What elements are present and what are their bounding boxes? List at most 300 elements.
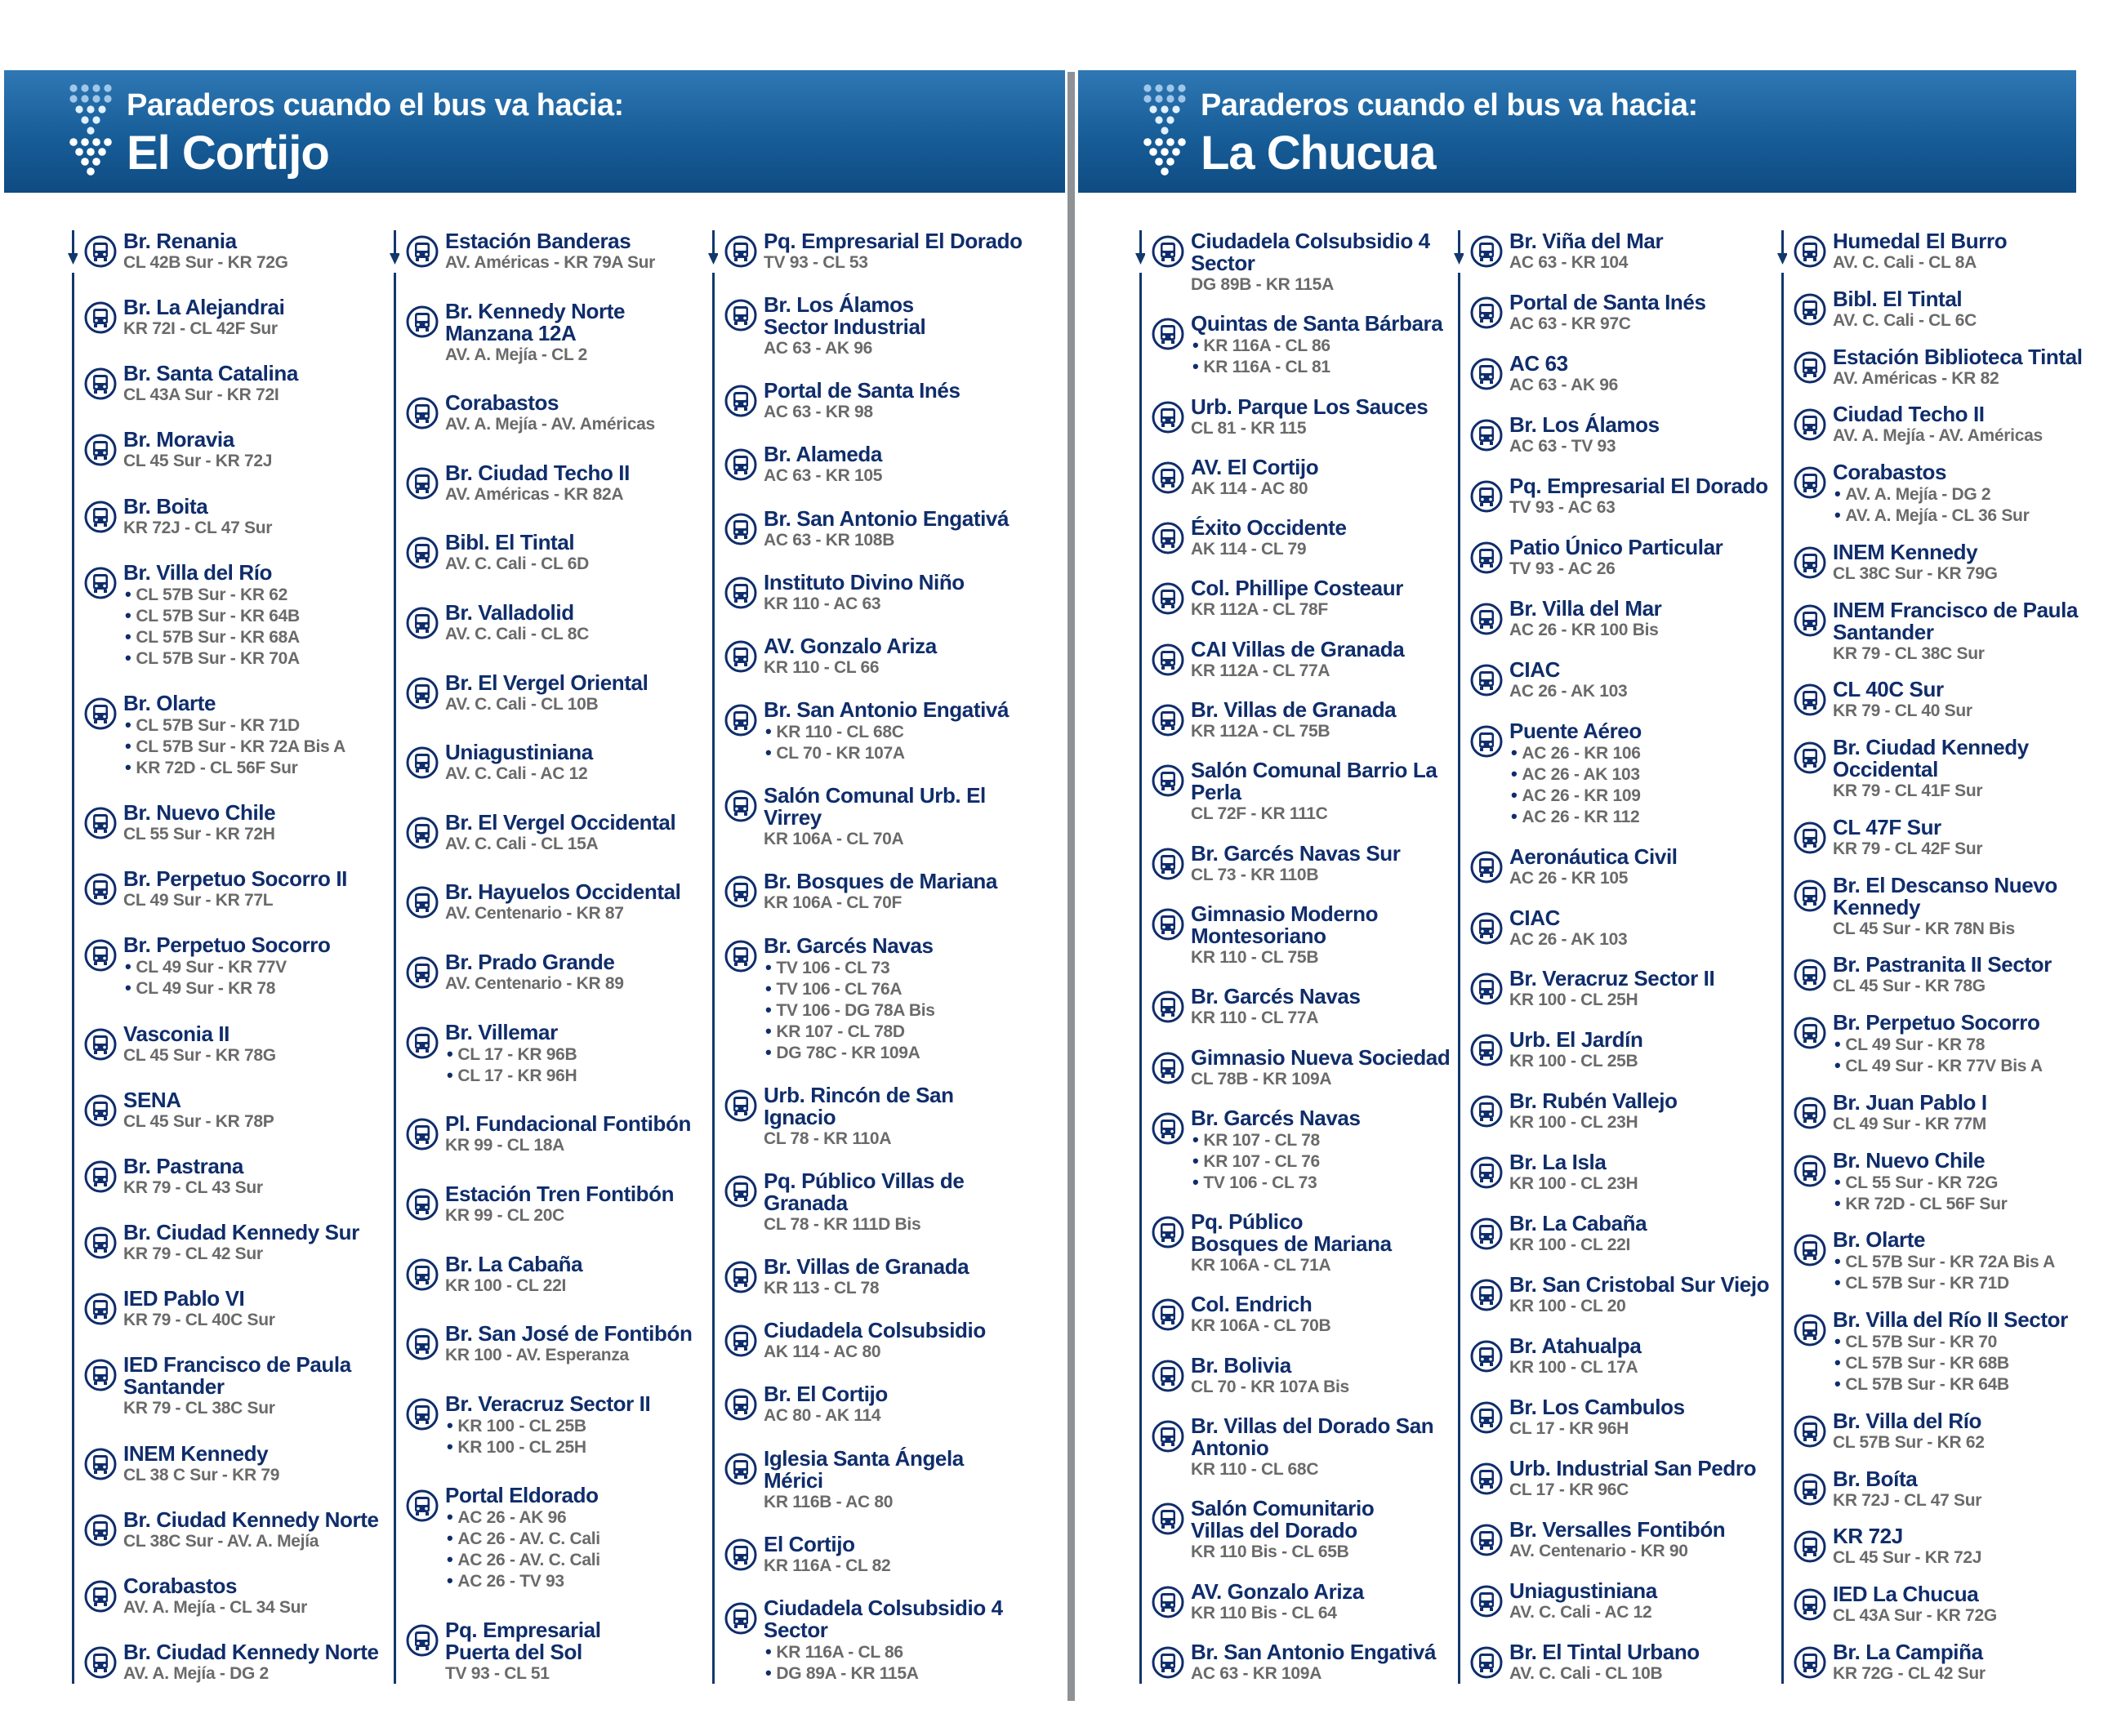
bus-stop <box>1470 968 1772 1010</box>
stop-name: Br. El Cortijo <box>764 1382 888 1407</box>
stop-address: KR 72J - CL 47 Sur <box>1833 1490 1982 1510</box>
direction-arrow-icon <box>1135 230 1145 265</box>
stop-address: TV 93 - CL 51 <box>445 1663 550 1683</box>
bus-stop <box>1152 840 1454 885</box>
bus-stop-icon <box>406 1328 439 1360</box>
bus-stop <box>406 951 708 994</box>
stop-address: KR 100 - CL 22I <box>1509 1235 1631 1255</box>
stop-address: KR 100 - CL 25B <box>1509 1052 1638 1071</box>
stop-address: DG 89B - KR 115A <box>1191 275 1334 294</box>
stop-address: AV. A. Mejía - AV. Américas <box>1833 426 2043 446</box>
stop-address: KR 110 - CL 66 <box>764 657 880 677</box>
bus-stop-icon <box>84 807 117 839</box>
bus-stop <box>1470 1641 1772 1684</box>
stop-name: Pq. Público Villas de <box>764 1168 965 1193</box>
stop-name: Br. Los Cambulos <box>1509 1395 1685 1420</box>
bus-stop <box>1794 737 2096 801</box>
stop-name: Patio Único Particular <box>1509 534 1723 559</box>
bus-stop-icon <box>406 467 439 500</box>
stop-address: AC 63 - TV 93 <box>1509 436 1616 456</box>
stop-address: KR 113 - CL 78 <box>764 1279 880 1298</box>
bus-stop-icon <box>1470 480 1503 513</box>
bus-stop-icon <box>1152 990 1184 1023</box>
stop-address: CL 17 - KR 96C <box>1509 1480 1629 1500</box>
stop-name: Br. Ciudad Kennedy Norte <box>123 1507 379 1532</box>
bus-stop-icon <box>84 1160 117 1193</box>
bus-stop-icon <box>1470 419 1503 452</box>
stop-address: AC 63 - KR 109A <box>1191 1663 1322 1683</box>
bus-stop-icon <box>84 1646 117 1679</box>
bus-stop-icon <box>724 875 757 908</box>
stop-name: IED Francisco de Paula <box>123 1352 351 1378</box>
bus-stop <box>1794 403 2096 446</box>
bus-stop-icon <box>1794 1646 1826 1679</box>
bus-stop <box>84 692 386 778</box>
bus-stop <box>1152 517 1454 559</box>
bus-stop <box>1470 350 1772 395</box>
bus-stop-icon <box>724 235 757 268</box>
bus-stop-icon <box>1470 541 1503 574</box>
stop-address-bullet: • TV 106 - CL 73 <box>764 957 1027 978</box>
bus-stop <box>84 1089 386 1132</box>
bus-stop <box>84 1023 386 1066</box>
bus-stop <box>84 1155 386 1198</box>
stop-name: Salón Comunal Barrio La <box>1191 758 1437 783</box>
bus-stop-icon <box>1794 1314 1826 1347</box>
direction-arrow-icon <box>390 230 399 265</box>
bus-stop-icon <box>1470 1462 1503 1495</box>
bus-stop-icon <box>1470 664 1503 697</box>
bus-stop <box>84 1641 386 1684</box>
bus-stop-icon <box>406 677 439 710</box>
direction-arrow-icon <box>1454 230 1464 265</box>
stop-name: Br. Villas del Dorado San <box>1191 1413 1434 1439</box>
bus-stop-icon <box>84 434 117 466</box>
stop-name: Corabastos <box>1833 460 1947 484</box>
stop-address: TV 93 - CL 53 <box>764 253 868 272</box>
bus-stop-icon <box>1152 235 1184 268</box>
bus-stop-icon <box>84 501 117 533</box>
route-line <box>394 273 396 1684</box>
bus-stop-icon <box>84 1226 117 1259</box>
stop-name: Br. Garcés Navas <box>1191 1105 1361 1130</box>
stop-name: CL 47F Sur <box>1833 814 1941 839</box>
bus-stop-icon <box>1470 1585 1503 1618</box>
bus-stop-icon <box>1470 912 1503 945</box>
bus-stop-icon <box>1794 1473 1826 1506</box>
bus-stop-icon <box>1152 643 1184 676</box>
stop-address: AK 114 - AC 80 <box>1191 479 1308 498</box>
bus-stop-icon <box>1794 1017 1826 1049</box>
bus-stop <box>406 300 708 365</box>
stop-address-bullet: • AC 26 - TV 93 <box>445 1570 708 1591</box>
stop-name: Br. Villemar <box>445 1019 558 1044</box>
bus-stop <box>406 741 708 784</box>
bus-stop <box>1152 1293 1454 1336</box>
stop-name: Br. San Antonio Engativá <box>1191 1639 1437 1664</box>
stop-name: Santander <box>123 1374 225 1400</box>
stop-name: Br. Garcés Navas <box>764 933 934 958</box>
stop-address: KR 110 - CL 68C <box>1191 1460 1319 1480</box>
stop-address-bullet: • KR 100 - CL 25H <box>445 1436 708 1458</box>
stop-address-bullet: • CL 57B Sur - KR 68B <box>1833 1352 2096 1373</box>
bus-stop <box>406 602 708 644</box>
stop-name: Br. San Cristobal Sur Viejo <box>1509 1272 1770 1298</box>
stop-name: Estación Biblioteca Tintal <box>1833 344 2083 369</box>
bus-stop <box>724 294 1027 358</box>
bus-stop-icon <box>1794 741 1826 774</box>
bus-stop <box>724 443 1027 486</box>
stop-name: IED Pablo VI <box>123 1286 245 1311</box>
bus-stop-icon <box>724 1175 757 1208</box>
bus-stop-icon <box>84 1448 117 1480</box>
bus-stop-icon <box>1470 296 1503 329</box>
bus-stop-icon <box>406 1188 439 1221</box>
bus-stop-icon <box>1470 1279 1503 1311</box>
stop-column <box>390 230 708 1684</box>
stop-address: KR 79 - CL 43 Sur <box>123 1177 263 1197</box>
stop-address-bullet: • AC 26 - KR 106 <box>1509 742 1772 763</box>
bus-stop-icon <box>84 1028 117 1061</box>
stop-name: Br. El Vergel Occidental <box>445 809 676 835</box>
stop-name: Montesoriano <box>1191 923 1326 948</box>
bus-stop-icon <box>1794 546 1826 579</box>
stop-address: KR 100 - AV. Esperanza <box>445 1346 629 1365</box>
stop-name: Br. Ciudad Kennedy <box>1833 735 2029 759</box>
bus-stop <box>1794 1410 2096 1453</box>
stop-address: KR 106A - CL 70F <box>764 893 903 913</box>
stop-address: CL 45 Sur - KR 72J <box>123 452 273 471</box>
stop-address: TV 93 - AC 26 <box>1509 559 1616 578</box>
header-prefix: Paraderos cuando el bus va hacia: <box>1201 88 1698 122</box>
stop-name: Col. Phillipe Costeaur <box>1191 576 1403 601</box>
stop-address-bullet: • CL 57B Sur - KR 64B <box>1833 1373 2096 1395</box>
bus-stop <box>1470 720 1772 827</box>
bus-stop <box>1152 759 1454 824</box>
bus-stop <box>406 1253 708 1296</box>
bus-stop-icon <box>1152 1646 1184 1679</box>
bus-stop <box>406 532 708 574</box>
stop-address: AC 63 - AK 96 <box>764 339 873 358</box>
bus-stop <box>1470 1090 1772 1133</box>
bus-stop-icon <box>406 1026 439 1059</box>
bus-stop <box>1470 659 1772 701</box>
stop-address-bullet: • CL 57B Sur - KR 71D <box>123 714 386 736</box>
stop-name: Uniagustiniana <box>445 740 593 765</box>
direction-arrow-icon <box>708 230 718 265</box>
stop-name: Br. San Antonio Engativá <box>764 505 1010 531</box>
bus-stop-icon <box>406 1489 439 1522</box>
stop-address: CL 45 Sur - KR 78G <box>1833 977 1986 996</box>
bus-stop-icon <box>724 299 757 332</box>
stop-name: Br. Versalles Fontibón <box>1509 1517 1726 1542</box>
stop-name: Br. Pastranita II Sector <box>1833 952 2052 977</box>
stop-address-bullet: • AV. A. Mejía - DG 2 <box>1833 483 2096 505</box>
stop-name: CAI Villas de Granada <box>1191 636 1405 661</box>
bus-stop <box>1152 1415 1454 1480</box>
stop-address-bullet: • KR 72D - CL 56F Sur <box>1833 1193 2096 1214</box>
bus-stop-icon <box>84 1514 117 1547</box>
bus-stop-icon <box>84 1094 117 1127</box>
bus-stop-icon <box>406 1398 439 1431</box>
stop-name: Aeronáutica Civil <box>1509 844 1678 869</box>
route-line <box>1781 273 1784 1684</box>
stop-name: Éxito Occidente <box>1191 515 1347 541</box>
bus-stop <box>1152 903 1454 968</box>
bus-stop-icon <box>406 817 439 849</box>
route-line <box>72 273 74 1684</box>
stop-name: KR 72J <box>1833 1524 1903 1549</box>
stop-name: Pq. Empresarial El Dorado <box>764 229 1023 253</box>
bus-stop <box>1152 1578 1454 1623</box>
bus-stop <box>1470 1580 1772 1622</box>
bus-stop-icon <box>1152 764 1184 797</box>
bus-stop <box>1794 599 2096 664</box>
bus-stop <box>406 1183 708 1226</box>
stop-address: KR 106A - CL 70B <box>1191 1316 1331 1336</box>
bus-stop-icon <box>406 886 439 919</box>
stop-address-bullet: • CL 49 Sur - KR 77V Bis A <box>1833 1055 2096 1076</box>
bus-stop-icon <box>406 397 439 430</box>
stop-name: Br. Kennedy Norte <box>445 298 626 323</box>
bus-stop-icon <box>1152 704 1184 737</box>
stop-address: CL 49 Sur - KR 77M <box>1833 1114 1986 1133</box>
route-line <box>1139 273 1142 1684</box>
stop-name: Sector <box>764 1617 828 1642</box>
stop-address: CL 49 Sur - KR 77L <box>123 891 274 910</box>
stop-address: KR 72I - CL 42F Sur <box>123 319 278 339</box>
bus-stop <box>1152 699 1454 741</box>
bus-stop <box>406 392 708 434</box>
stop-name: Pq. Público <box>1191 1209 1304 1235</box>
bus-stop <box>84 1288 386 1330</box>
bus-stop-icon <box>724 513 757 545</box>
stop-name: Br. El Vergel Oriental <box>445 670 648 695</box>
bus-stop <box>724 1256 1027 1298</box>
bus-stop <box>84 1222 386 1264</box>
bus-stop-icon <box>1470 603 1503 635</box>
stop-address-bullet: • KR 107 - CL 78D <box>764 1021 1027 1042</box>
bus-stop <box>84 559 386 669</box>
bus-stop <box>1794 230 2096 273</box>
bus-stop-icon <box>1794 293 1826 326</box>
bus-stop <box>406 1619 708 1684</box>
stop-address-bullet: • CL 17 - KR 96B <box>445 1044 708 1065</box>
stop-address-bullet: • CL 57B Sur - KR 72A Bis A <box>1833 1251 2096 1272</box>
stop-name: Col. Endrich <box>1191 1292 1313 1317</box>
stop-name: Manzana 12A <box>445 320 577 345</box>
stop-name: Br. Villa del Río II Sector <box>1833 1307 2068 1332</box>
stop-name: Br. La Cabaña <box>1509 1211 1647 1236</box>
stop-address-bullet: • CL 57B Sur - KR 70A <box>123 648 386 669</box>
stop-name: Ciudadela Colsubsidio <box>764 1318 986 1343</box>
bus-stop-icon <box>1152 848 1184 880</box>
stop-list <box>1794 230 2096 1684</box>
stop-address: AC 63 - KR 97C <box>1509 314 1631 333</box>
stop-address: KR 72G - CL 42 Sur <box>1833 1663 1986 1683</box>
stop-address: CL 38C Sur - KR 79G <box>1833 563 1998 583</box>
stop-name: Br. Prado Grande <box>445 950 615 975</box>
bus-stop <box>1470 846 1772 888</box>
stop-name: Pq. Empresarial El Dorado <box>1509 473 1768 498</box>
bus-stop <box>406 1323 708 1365</box>
bus-stop-icon <box>1794 1415 1826 1448</box>
stop-name: Corabastos <box>445 390 559 416</box>
stop-name: Br. Villa del Río <box>1833 1408 1982 1433</box>
bus-stop-icon <box>724 1602 757 1635</box>
bus-stop <box>1470 1519 1772 1561</box>
bus-stop-icon <box>84 1580 117 1613</box>
bus-stop <box>1470 1274 1772 1316</box>
stop-list <box>84 230 386 1684</box>
stop-name: Br. La Alejandrai <box>123 295 285 320</box>
stop-column <box>708 230 1027 1684</box>
stop-name: Br. Los Álamos <box>764 292 914 318</box>
stop-address-bullet: • KR 107 - CL 76 <box>1191 1151 1454 1172</box>
stop-name: Br. Villa del Mar <box>1509 595 1662 621</box>
bus-stop <box>724 785 1027 849</box>
stop-name: Pq. Empresarial <box>445 1617 601 1642</box>
stop-name: Br. Ciudad Kennedy Norte <box>123 1639 379 1664</box>
bus-stop <box>406 672 708 714</box>
bus-stop-icon <box>724 1324 757 1357</box>
stop-address: CL 45 Sur - KR 78N Bis <box>1833 919 2015 938</box>
stop-address: KR 112A - CL 77A <box>1191 661 1330 680</box>
bus-stop <box>724 505 1027 550</box>
bus-stop <box>1152 986 1454 1028</box>
stop-address: AC 63 - KR 105 <box>764 466 883 486</box>
bus-stop <box>1152 396 1454 438</box>
stop-name: Granada <box>764 1190 848 1215</box>
stop-address: KR 112A - CL 78F <box>1191 600 1328 620</box>
stop-address: CL 78 - KR 111D Bis <box>764 1214 921 1234</box>
stop-address: AV. C. Cali - CL 10B <box>445 694 599 714</box>
stop-column <box>1777 230 2096 1684</box>
bus-stop <box>1470 1335 1772 1378</box>
bus-stop-icon <box>724 640 757 673</box>
stop-address: AC 63 - AK 96 <box>1509 375 1619 394</box>
stop-address: KR 110 - CL 77A <box>1191 1008 1319 1028</box>
stop-address: KR 79 - CL 40 Sur <box>1833 701 1972 721</box>
stop-name: Br. Nuevo Chile <box>123 800 276 826</box>
bus-stop-icon <box>1794 959 1826 991</box>
bus-stop-icon <box>1470 725 1503 758</box>
bus-stop <box>1470 414 1772 456</box>
stop-address-bullet: • KR 107 - CL 78 <box>1191 1129 1454 1151</box>
stop-name: Urb. Industrial San Pedro <box>1509 1456 1757 1481</box>
stop-name: Sector <box>1191 251 1255 275</box>
bus-stop <box>724 569 1027 614</box>
bus-stop-icon <box>724 576 757 609</box>
stop-address: KR 79 - CL 38C Sur <box>1833 643 1985 663</box>
stop-name: Br. Villas de Granada <box>764 1254 969 1280</box>
stop-address: AV. A. Mejía - CL 34 Sur <box>123 1597 308 1617</box>
bus-stop-icon <box>724 448 757 481</box>
stop-name: Salón Comunitario <box>1191 1496 1375 1521</box>
stop-column <box>1454 230 1772 1684</box>
bus-stop <box>724 1445 1027 1512</box>
stop-address: KR 99 - CL 18A <box>445 1136 564 1155</box>
stop-name: Portal de Santa Inés <box>764 378 960 403</box>
stop-name: Gimnasio Moderno <box>1191 901 1379 926</box>
stop-address: CL 78 - KR 110A <box>764 1128 892 1148</box>
bus-stop <box>84 1575 386 1618</box>
stop-address: AV. C. Cali - CL 8C <box>445 625 589 644</box>
stop-address: AV. C. Cali - CL 6C <box>1833 310 1977 330</box>
stop-name: Br. Bolivia <box>1191 1352 1291 1378</box>
stop-name: Vasconia II <box>123 1021 230 1046</box>
bus-stop <box>724 635 1027 678</box>
bus-stop <box>1470 907 1772 950</box>
stop-address: AV. C. Cali - CL 6D <box>445 554 589 574</box>
stop-address-bullet: • CL 57B Sur - KR 68A <box>123 626 386 648</box>
stop-address: AC 26 - AK 103 <box>1509 681 1628 701</box>
stop-address-bullet: • KR 116A - CL 86 <box>1191 335 1454 356</box>
stop-name: SENA <box>123 1087 181 1112</box>
stop-name: Br. Alameda <box>764 442 882 467</box>
stop-address-bullet: • AC 26 - AK 103 <box>1509 763 1772 785</box>
stop-name: Bibl. El Tintal <box>445 530 575 555</box>
bus-stop-icon <box>724 1089 757 1122</box>
bus-stop-icon <box>406 746 439 779</box>
stop-address: AV. Centenario - KR 87 <box>445 904 624 924</box>
bus-stop <box>1152 456 1454 499</box>
bus-stop-icon <box>1794 235 1826 268</box>
stop-name: Br. Olarte <box>1833 1227 1926 1253</box>
bus-stop-icon <box>1152 1112 1184 1145</box>
bus-stop-icon <box>1152 1216 1184 1249</box>
bus-stop-icon <box>1794 604 1826 637</box>
stop-name: Urb. El Jardín <box>1509 1027 1643 1053</box>
bus-stop <box>406 1485 708 1591</box>
stop-address: KR 116B - AC 80 <box>764 1492 894 1511</box>
stop-address: CL 73 - KR 110B <box>1191 865 1319 884</box>
bus-stop-icon <box>1152 1586 1184 1618</box>
stop-name: Br. Perpetuo Socorro <box>1833 1010 2040 1035</box>
bus-stop-icon <box>1470 1401 1503 1434</box>
stop-address: AV. C. Cali - AC 12 <box>445 764 588 784</box>
bus-stop-icon <box>84 873 117 906</box>
stop-name: AV. Gonzalo Ariza <box>1191 1578 1364 1604</box>
bus-stop-icon <box>1470 1034 1503 1066</box>
bus-stop-icon <box>1794 466 1826 499</box>
stop-address-bullet: • CL 49 Sur - KR 78 <box>1833 1034 2096 1055</box>
stop-address-bullet: • TV 106 - CL 76A <box>764 978 1027 999</box>
bus-stop <box>724 935 1027 1063</box>
bus-stop <box>406 809 708 854</box>
bus-stop <box>84 868 386 910</box>
bus-stop-icon <box>1152 1298 1184 1331</box>
stop-address: CL 70 - KR 107A Bis <box>1191 1377 1349 1396</box>
stop-name: Br. Renania <box>123 229 237 253</box>
stop-name: Br. Olarte <box>123 690 216 715</box>
stop-address: AV. Centenario - KR 90 <box>1509 1542 1688 1561</box>
stop-address: AV. Américas - KR 79A Sur <box>445 253 656 272</box>
stop-address: AK 114 - AC 80 <box>764 1342 881 1362</box>
bus-stop <box>724 380 1027 422</box>
bus-stop-icon <box>84 697 117 730</box>
bus-stop-icon <box>84 367 117 400</box>
stop-address: AV. C. Cali - CL 15A <box>445 834 599 853</box>
bus-stop <box>406 1019 708 1086</box>
bus-stop-icon <box>406 1258 439 1291</box>
bus-stop-icon <box>1470 235 1503 268</box>
bus-stop-icon <box>1794 1155 1826 1187</box>
stop-name: Br. La Campiña <box>1833 1639 1983 1664</box>
bus-stop-icon <box>1152 1360 1184 1392</box>
bus-stop <box>724 1597 1027 1684</box>
stop-address: CL 17 - KR 96H <box>1509 1419 1629 1439</box>
